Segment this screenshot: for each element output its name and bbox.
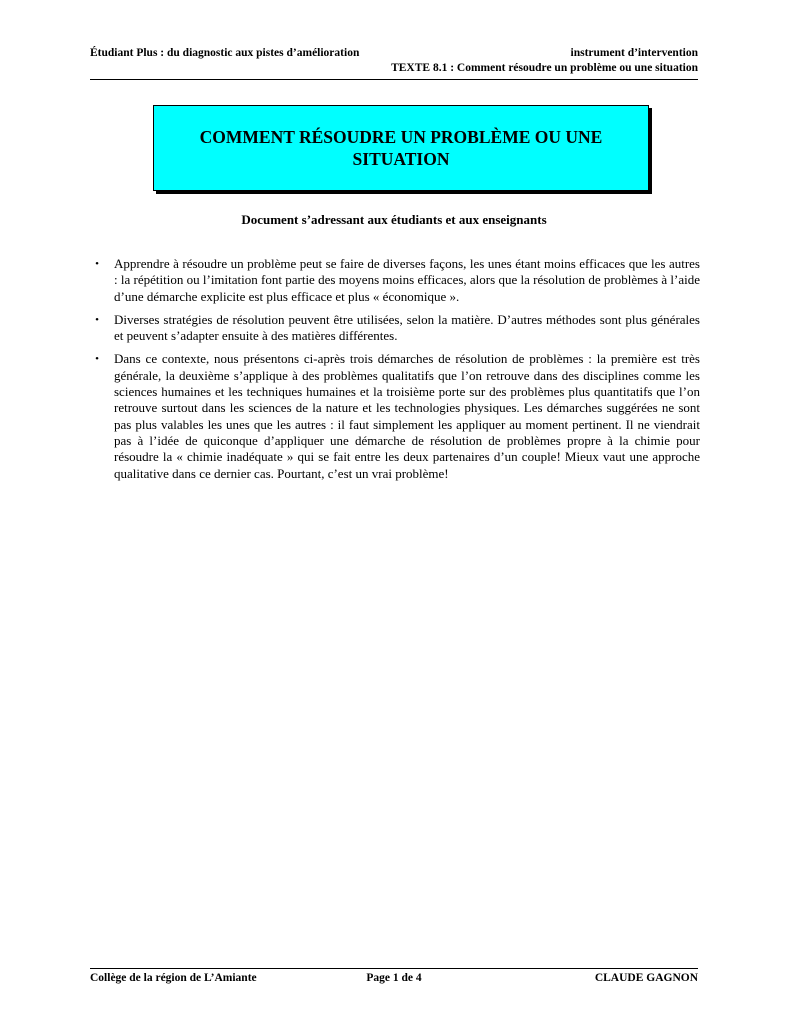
bullet-list <box>90 256 700 489</box>
bullet-item <box>90 312 700 345</box>
bullet-icon: • <box>95 353 99 366</box>
bullet-icon: • <box>95 258 99 270</box>
page-title: COMMENT RÉSOUDRE UN PROBLÈME OU UNE SITUATION <box>199 127 603 169</box>
page-header <box>90 46 698 76</box>
bullet-icon: • <box>95 313 99 326</box>
footer-college: Collège de la région de L’Amiante <box>90 972 257 984</box>
title-box <box>153 105 649 191</box>
footer-page-number: Page 1 de 4 <box>366 972 422 984</box>
bullet-text: Diverses stratégies de résolution peuvent être utilisées, selon la matière. D’autres méthodes sont plus générales et peuvent s’adapter ensuite à des matières différentes. <box>114 311 700 344</box>
page-footer <box>90 972 698 984</box>
bullet-text: Apprendre à résoudre un problème peut se faire de diverses façons, les unes étant moins efficaces que les autres : la répétition ou l’imitation font partie des moyens moins efficaces, alors que la résolution de problèmes à l’aide d’une démarche explicite est plus efficace et plus « économique ». <box>114 256 700 304</box>
header-divider <box>90 79 698 80</box>
page-subtitle: Document s’adressant aux étudiants et aux enseignants <box>241 212 547 227</box>
header-text-reference: TEXTE 8.1 : Comment résoudre un problème ou une situation <box>391 62 698 74</box>
footer-divider <box>90 968 698 969</box>
bullet-item <box>90 351 700 481</box>
bullet-item <box>90 256 700 305</box>
header-document-title: Étudiant Plus : du diagnostic aux pistes d’amélioration <box>90 47 360 59</box>
header-instrument-label: instrument d’intervention <box>570 47 698 59</box>
footer-author: CLAUDE GAGNON <box>594 972 698 984</box>
bullet-text: Dans ce contexte, nous présentons ci-après trois démarches de résolution de problèmes : la première est très générale, la deuxième s’applique à des problèmes qualitatifs que l’on retrouve dans des disciplines comme les sciences humaines et les techniques humaines et la troisième porte sur des problèmes plus quantitatifs que l’on retrouve surtout dans les sciences de la nature et les technologies physiques. Les démarches suggérées ne sont pas plus valables les unes que les autres : il faut simplement les appliquer au moment pertinent. Il ne viendrait pas à l’idée de quiconque d’appliquer une démarche de résolution de problèmes propre à la chimie pour résoudre la « chimie inadéquate » qui se fait entre les deux partenaires d’un couple! Mieux vaut une approche qualitative dans ce dernier cas. Pourtant, c’est un vrai problème! <box>114 351 700 481</box>
